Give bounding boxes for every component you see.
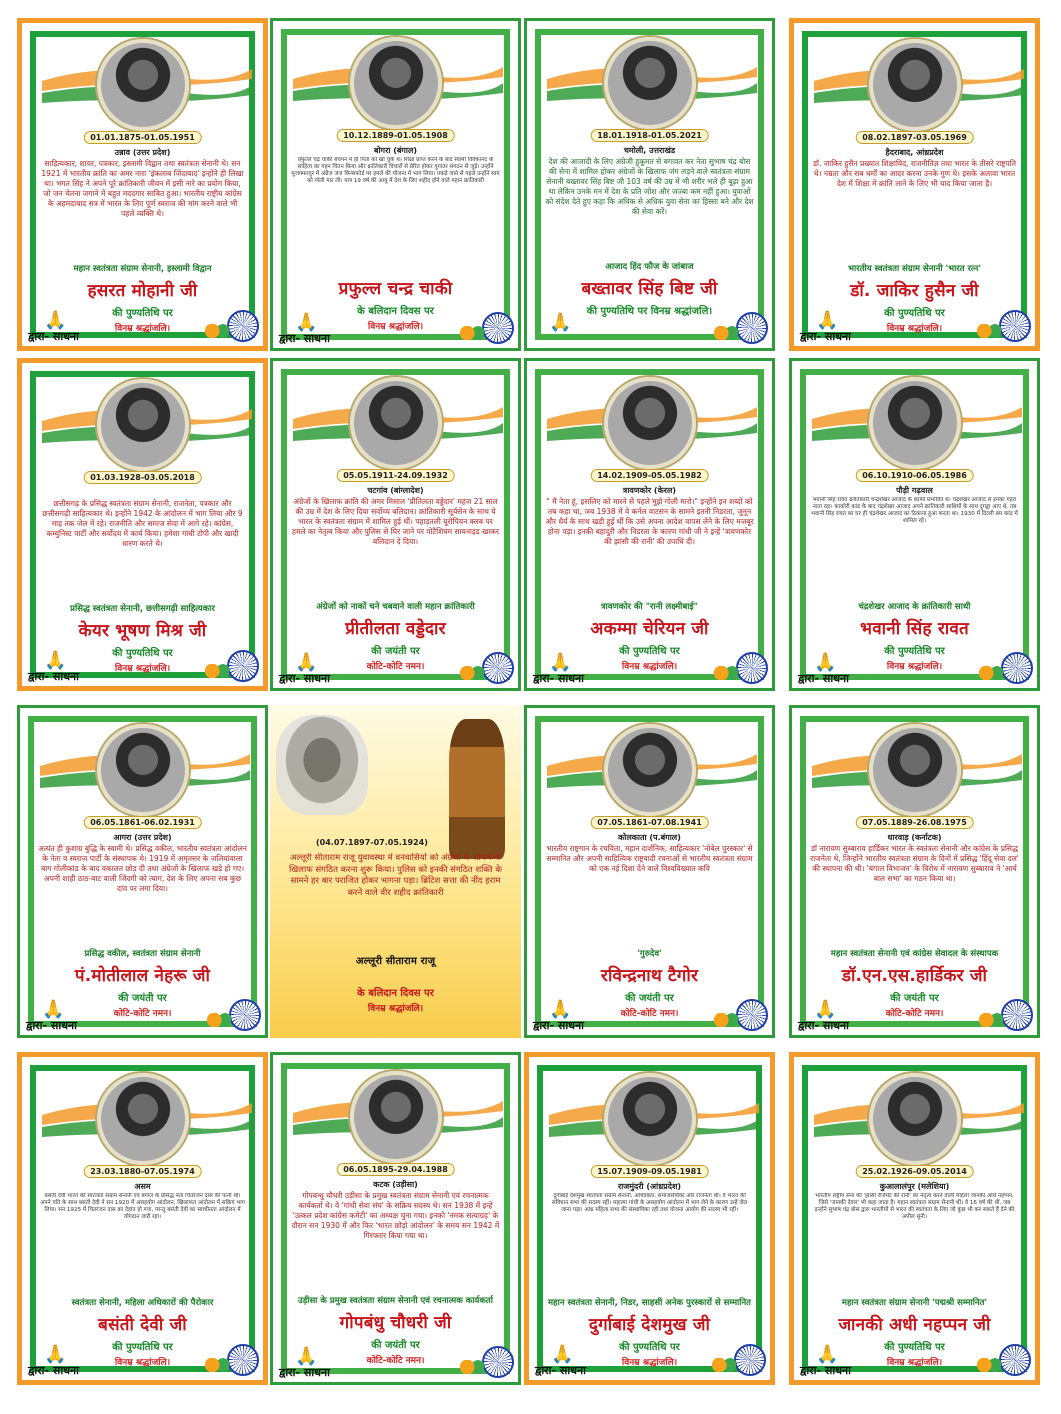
tagline: महान स्वतंत्रता संग्राम सेनानी, इस्लामी विद्वान: [73, 264, 212, 274]
occasion-text: के बलिदान दिवस पर: [357, 306, 434, 317]
folded-hands-icon: 🙏: [44, 1344, 67, 1365]
ashoka-chakra-icon: [482, 652, 514, 684]
tribute-text: विनम्र श्रद्धांजलि।: [886, 662, 943, 672]
marigold-flowers-icon: [979, 666, 1003, 680]
date-badge: (04.07.1897-07.05.1924): [316, 838, 428, 847]
ashoka-chakra-icon: [736, 652, 768, 684]
biography-text: गोपबन्धु चौधरी उड़ीसा के प्रमुख स्वतंत्रता संग्राम सेनानी एवं रचनात्मक कार्यकर्ता थे। वे 'गांधी सेवा संघ' के सक्रिय सदस्य थे। सन 1938 में इन्हें 'उत्कल प्रदेश कांग्रेस कमेटी' का अध्यक्ष चुना गया। इनको 'नमक सत्याग्रह' के दौरान सन 1930 में और फिर 'भारत छोड़ो आंदोलन' के समय सन 1942 में गिरफ्तार किया गया था।: [291, 1191, 500, 1240]
person-name: पं.मोतीलाल नेहरू जी: [74, 966, 211, 986]
folded-hands-icon: 🙏: [44, 650, 67, 671]
tribute-card: [270, 1052, 521, 1385]
birth-place: राजमुंदरी (आंध्रप्रदेश): [617, 1182, 682, 1191]
date-badge: 23.03.1880-07.05.1974: [83, 1165, 202, 1178]
tribute-card: [17, 1052, 268, 1385]
ashoka-chakra-icon: [227, 310, 259, 342]
portrait-photo: [869, 1073, 961, 1165]
portrait-photo: [350, 37, 442, 129]
person-name: रविन्द्रनाथ टैगोर: [600, 966, 699, 986]
person-name: प्रीतीलता वड्डेदार: [345, 619, 446, 639]
marigold-flowers-icon: [460, 326, 484, 340]
tribute-text: कोटि-कोटि नमन।: [366, 662, 425, 672]
portrait-photo: [604, 377, 696, 469]
occasion-text: की पुण्यतिथि पर: [619, 646, 680, 657]
date-badge: 05.05.1911-24.09.1932: [336, 469, 455, 482]
marigold-flowers-icon: [714, 666, 738, 680]
tagline: महान स्वतंत्रता सेनानी एवं कांग्रेस सेवादल के संस्थापक: [830, 949, 999, 959]
date-badge: 07.05.1889-26.08.1975: [855, 816, 974, 829]
folded-hands-icon: 🙏: [295, 1346, 318, 1367]
ashoka-chakra-icon: [1001, 999, 1033, 1031]
date-badge: 10.12.1889-01.05.1908: [336, 129, 455, 142]
tribute-card: [270, 358, 521, 691]
tagline: चंद्रशेखर आजाद के क्रांतिकारी साथी: [858, 602, 971, 612]
tribute-text: विनम्र श्रद्धांजलि।: [114, 1358, 171, 1368]
person-name: केयर भूषण मिश्र जी: [78, 621, 207, 641]
person-name: जानकी अधी नहप्पन जी: [838, 1315, 991, 1335]
birth-place: बोगरा (बंगाल): [373, 146, 418, 155]
date-badge: 06.05.1895-29.04.1988: [336, 1163, 455, 1176]
person-name: गोपबंधु चौधरी जी: [339, 1313, 452, 1333]
occasion-text: की पुण्यतिथि पर: [112, 308, 173, 319]
person-name: अकम्मा चेरियन जी: [590, 619, 709, 639]
tribute-card: [17, 705, 268, 1038]
tagline: महान स्वतंत्रता सेनानी, निडर, साहसी अनेक पुरस्कारों से सम्मानित: [547, 1298, 752, 1308]
ashoka-chakra-icon: [999, 1344, 1031, 1376]
date-badge: 15.07.1909-09.05.1981: [590, 1165, 709, 1178]
tribute-text: कोटि-कोटि नमन।: [113, 1009, 172, 1019]
marigold-flowers-icon: [714, 326, 738, 340]
tribute-card: [524, 705, 775, 1038]
ashoka-chakra-icon: [736, 999, 768, 1031]
occasion-text: की जयंती पर: [371, 646, 420, 657]
birth-place: त्रावणकोर (केरल): [622, 486, 677, 495]
birth-place: कुआलालंपुर (मलेशिया): [879, 1182, 950, 1191]
birth-place: असम: [134, 1182, 151, 1191]
biography-text: साहित्यकार, शायर, पत्रकार, इस्लामी विद्वान तथा स्वतंत्रता सेनानी थे। सन 1921 में भारतीय क्रांति का अमर नारा 'इंकलाब जिंदाबाद' इन्होंने ही लिखा था। भगत सिंह ने अपने पूरे क्रांतिकारी जीवन में इसी नारे का प्रयोग किया, जो जन चेतना जगाने में बहुत मददगार साबित हुआ। भारतीय राष्ट्रीय कांग्रेस के अहमदाबाद सत्र में भारत के लिए पूर्ण स्वराज की मांग करने वाले भी पहले व्यक्ति थे।: [41, 159, 244, 218]
birth-place: धारवाड़ (कर्नाटक): [887, 833, 942, 842]
date-badge: 08.02.1897-03.05.1969: [855, 131, 974, 144]
tribute-card: [789, 1052, 1040, 1385]
occasion-text: की जयंती पर: [371, 1340, 420, 1351]
marigold-flowers-icon: [977, 324, 1001, 338]
date-badge: 01.03.1928-03.05.2018: [83, 471, 202, 484]
tribute-text: विनम्र श्रद्धांजलि।: [367, 322, 424, 332]
biography-text: अत्यंत ही कुशाग्र बुद्धि के स्वामी थे। प्रसिद्ध वकील, भारतीय स्वतंत्रता आंदोलन के नेता व स्वराज पार्टी के संस्थापक थे। 1919 में अमृतसर के जलियांवाला बाग गोलीकांड के बाद वकालत छोड़ दी तथा अंग्रेजों के खिलाफ खड़े हो गए। अपनी शाही ठाठ-बाट वाली जिंदगी को त्याग, देश के लिए अपना सब कुछ दांव पर लगा दिया।: [38, 844, 247, 893]
portrait-photo: [869, 377, 961, 469]
birth-place: चटगांव (बांग्लादेश): [367, 486, 424, 495]
portrait-photo: [604, 1073, 696, 1165]
tribute-text: विनम्र श्रद्धांजलि।: [621, 662, 678, 672]
tribute-text: विनम्र श्रद्धांजलि।: [886, 1358, 943, 1368]
warrior-figure: [449, 719, 505, 859]
biography-text: " मैं नेता हूं, इसलिए को मारने से पहले मुझे गोली मारो।" इन्होंने इन शब्दों को तब कहा था, जब 1938 में वे कर्नल वाटसन के सामने इतनी निडरता, जुनून और धैर्य के साथ खड़ी हुई थीं कि उसे अपना आदेश वापस लेने के लिए मजबूर होना पड़ा। इनकी बहादुरी और निडरता के कारण गांधी जी ने इन्हें 'त्रावणकोर की झांसी की रानी' की उपाधि दी।: [545, 497, 754, 546]
person-name: बसंती देवी जी: [98, 1315, 187, 1335]
byline: द्वारा- साधना: [28, 330, 79, 343]
person-name: प्रफुल्ल चन्द्र चाकी: [338, 279, 453, 299]
byline: द्वारा- साधना: [279, 332, 330, 345]
folded-hands-icon: 🙏: [44, 310, 67, 331]
folded-hands-icon: 🙏: [42, 999, 65, 1020]
ashoka-chakra-icon: [999, 310, 1031, 342]
tribute-card: [524, 18, 775, 351]
occasion-text: की पुण्यतिथि पर: [884, 1342, 945, 1353]
biography-text: छत्तीसगढ़ के प्रसिद्ध स्वतंत्रता संग्राम सेनानी, राजनेता, पत्रकार और छत्तीसगढ़ी साहित्यकार थे। इन्होंने 1942 के आंदोलन में भाग लिया और 9 माह तक जेल में रहे। राजनीति और समाज सेवा में आगे रहे। कांग्रेस, कम्युनिस्ट पार्टी और सर्वोदय में कार्य किया। हमेशा गांधी टोपी और खादी धारण करते थे।: [42, 499, 243, 548]
tagline: महान स्वतंत्रता संग्राम सेनानी 'पद्मश्री सम्मानित': [841, 1298, 988, 1308]
marigold-flowers-icon: [205, 664, 229, 678]
tagline: स्वतंत्रता सेनानी, महिला अधिकारों की पैरोकार: [71, 1298, 214, 1308]
byline: द्वारा- साधना: [800, 330, 851, 343]
occasion-text: की पुण्यतिथि पर: [112, 648, 173, 659]
birth-place: पौड़ी गढ़वाल: [896, 486, 933, 495]
portrait-photo: [350, 1071, 442, 1163]
tribute-card: [270, 705, 521, 1038]
birth-place: कटक (उड़ीसा): [373, 1180, 418, 1189]
byline: द्वारा- साधना: [279, 672, 330, 685]
person-name: अल्लूरी सीताराम राजू: [355, 956, 436, 967]
marigold-flowers-icon: [979, 1013, 1003, 1027]
byline: द्वारा- साधना: [798, 672, 849, 685]
tagline: उड़ीसा के प्रमुख स्वतंत्रता संग्राम सेनानी एवं रचनात्मक कार्यकर्ता: [298, 1296, 493, 1306]
tribute-card: [789, 358, 1040, 691]
biography-text: देश की आजादी के लिए अंग्रेजी हुकूमत से बगावत कर नेता सुभाष चंद्र बोस की सेना में शामिल होकर अंग्रेजों के खिलाफ जंग लड़ने वाले स्वतंत्रता संग्राम सेनानी बख्तावर सिंह बिष्ट जी 103 वर्ष की उम्र में भी शरीर भले ही बूढ़ा हुआ था लेकिन उनके मन में देश के प्रति जोश और जज्बा कम नहीं हुआ। युवाओं को संदेश देते हुए कहा कि अधिक से अधिक युवा सेना का हिस्सा बने और देश की सेवा करें।: [545, 157, 754, 216]
tagline: अंग्रेजों को नाकों चने चबवाने वाली महान क्रांतिकारी: [316, 602, 475, 612]
tagline: भारतीय स्वतंत्रता संग्राम सेनानी 'भारत रत्न': [848, 264, 981, 274]
marigold-flowers-icon: [977, 1358, 1001, 1372]
folded-hands-icon: 🙏: [814, 999, 837, 1020]
folded-hands-icon: 🙏: [295, 312, 318, 333]
date-badge: 07.05.1861-07.08.1941: [590, 816, 709, 829]
tribute-text: कोटि-कोटि नमन।: [885, 1009, 944, 1019]
byline: द्वारा- साधना: [798, 1019, 849, 1032]
birth-place: उन्नाव (उत्तर प्रदेश): [114, 148, 171, 157]
occasion-text: की पुण्यतिथि पर: [619, 1342, 680, 1353]
biography-text: अल्लूरी सीताराम राजू युवावस्था में वनवासियों को अंग्रेजों के शोषण के खिलाफ संगठित करना शुरू किया। पुलिस को इनकी संगठित शक्ति के सामने हर बार पराजित होकर भागना पड़ा। ब्रिटिश सत्ता की नींद हराम करने वाले वीर शहीद क्रांतिकारी: [289, 853, 502, 898]
byline: द्वारा- साधना: [800, 1364, 851, 1377]
folded-hands-icon: 🙏: [814, 652, 837, 673]
biography-text: बसंती देवी भारत की स्वतंत्रता संग्राम सेनानी एवं बंगाल के प्रसिद्ध नेता चितरंजन दास की पत्नी थीं। अपने पति के साथ बसंती देवी ने सन 1920 में असहयोग आंदोलन, खिलाफत आंदोलन में सक्रिय भाग लिया। सन 1925 में चितरंजन दास का देहांत हो गया, परन्तु बसंती देवी का स्वाधीनता आंदोलन में योगदान जारी रहा।: [40, 1193, 245, 1220]
tagline: आजाद हिंद फौज के जांबाज: [605, 262, 694, 272]
ashoka-chakra-icon: [227, 650, 259, 682]
portrait-photo: [869, 724, 961, 816]
biography-text: भारतीय राष्ट्रीय सेना की 'झांसी रेजिमेंट की रानी' का नेतृत्व करने वाली महिला जानकी अधि नहप्पन, जिसे 'जानकी देवार' भी कहा जाता है। महान स्वतंत्रता संग्राम सेनानी थीं। वे 16 वर्ष की थीं, जब इन्होंने सुभाष चंद्र बोस द्वारा भारतीयों से भारत की स्वतंत्रता के लिए जो कुछ भी कर सकते हैं देने की अपील सुनी।: [814, 1193, 1015, 1220]
tribute-card: [524, 1052, 775, 1385]
tagline: त्रावणकोर की "रानी लक्ष्मीबाई": [600, 602, 699, 612]
ashoka-chakra-icon: [229, 999, 261, 1031]
biography-text: भवानी सिंह रावत क्रांतिकारी चन्द्रशेखर आजाद के काफी प्रभावित थे। चंद्रशेखर आजाद से इनका गहरा नाता रहा। काकोरी कांड के बाद चंद्रशेखर आजाद अपने क्रांतिकारी साथियों के साथ दुगड्डा आए थे, तब भवानी सिंह रावत का घर ही चंद्रशेखर आजाद का ठिकाना हुआ करता था। 1930 में दिल्ली बम कांड में शामिल रहे।: [811, 497, 1018, 524]
ashoka-chakra-icon: [736, 312, 768, 344]
tribute-card: [524, 358, 775, 691]
ashoka-chakra-icon: [227, 1344, 259, 1376]
portrait-photo: [97, 39, 189, 131]
occasion-text: की पुण्यतिथि पर: [884, 308, 945, 319]
byline: द्वारा- साधना: [28, 1364, 79, 1377]
portrait-photo: [604, 37, 696, 129]
date-badge: 18.01.1918-01.05.2021: [590, 129, 709, 142]
marigold-flowers-icon: [712, 1358, 736, 1372]
tagline: प्रसिद्ध स्वतंत्रता सेनानी, छत्तीसगढ़ी साहित्यकार: [70, 604, 215, 614]
tribute-text: कोटि-कोटि नमन।: [366, 1356, 425, 1366]
tribute-card: [270, 18, 521, 351]
folded-hands-icon: 🙏: [549, 652, 572, 673]
folded-hands-icon: 🙏: [816, 1344, 839, 1365]
byline: द्वारा- साधना: [533, 672, 584, 685]
folded-hands-icon: 🙏: [816, 310, 839, 331]
occasion-text: की जयंती पर: [890, 993, 939, 1004]
person-name: डॉ.एन.एस.हार्डिकर जी: [841, 966, 988, 986]
folded-hands-icon: 🙏: [295, 652, 318, 673]
birth-place: कोलकाता (प.बंगाल): [618, 833, 681, 842]
occasion-text: की जयंती पर: [625, 993, 674, 1004]
marigold-flowers-icon: [460, 666, 484, 680]
biography-text: दुर्गाबाई देशमुख स्वतंत्रता संग्राम सेनानी, अधिवक्ता, समाजसेविका और राजनेता थीं। वे भारत की संविधान सभा की सदस्य रहीं। महात्मा गांधी के असहयोग आंदोलन में भाग लेने के कारण उन्हें जेल जाना पड़ा। आंध्र महिला सभा की संस्थापिका रहीं तथा योजना आयोग की सदस्य भी रहीं।: [551, 1193, 748, 1213]
folded-hands-icon: 🙏: [551, 1344, 574, 1365]
folded-hands-icon: 🙏: [549, 999, 572, 1020]
birth-place: चमोली, उत्तराखंड: [623, 146, 676, 155]
tribute-text: विनम्र श्रद्धांजलि।: [886, 324, 943, 334]
marigold-flowers-icon: [205, 324, 229, 338]
person-name: भवानी सिंह रावत: [860, 619, 969, 639]
byline: द्वारा- साधना: [28, 670, 79, 683]
occasion-text: की पुण्यतिथि पर: [884, 646, 945, 657]
biography-text: भारतीय राष्ट्रगान के रचयिता, महान दार्शनिक, साहित्यकार 'नोबेल पुरस्कार' से सम्मानित और अपनी साहित्यिक राष्ट्रवादी रचनाओं से भारतीय स्वतंत्रता संग्राम को एक नई दिशा देने वाले विश्वविख्यात कवि: [546, 844, 753, 873]
tribute-card: [17, 358, 268, 691]
tribute-card: [789, 705, 1040, 1038]
marigold-flowers-icon: [714, 1013, 738, 1027]
portrait-sketch: [276, 715, 368, 815]
tribute-text: विनम्र श्रद्धांजलि।: [367, 1004, 424, 1014]
marigold-flowers-icon: [460, 1360, 484, 1374]
marigold-flowers-icon: [205, 1358, 229, 1372]
byline: द्वारा- साधना: [279, 1366, 330, 1379]
date-badge: 01.01.1875-01.05.1951: [83, 131, 202, 144]
portrait-photo: [97, 379, 189, 471]
portrait-photo: [97, 1073, 189, 1165]
person-name: डॉ. जाकिर हुसैन जी: [850, 281, 979, 301]
tribute-card: [789, 18, 1040, 351]
occasion-text: की जयंती पर: [118, 993, 167, 1004]
person-name: बख्तावर सिंह बिष्ट जी: [581, 279, 718, 299]
occasion-text: की पुण्यतिथि पर: [112, 1342, 173, 1353]
biography-text: डॉ नारायण सुब्बाराव हार्डिकर भारत के स्वतंत्रता सेनानी और कांग्रेस के प्रसिद्ध राजनेता थे, जिन्होंने भारतीय स्वतंत्रता संग्राम के दिनों में प्रसिद्ध 'हिंदू सेवा दल' की स्थापना की थी। 'बंगाल विभाजन' के विरोध में नारायण सुब्बाराव ने 'आर्य बाल सभा' का गठन किया था।: [810, 844, 1019, 883]
ashoka-chakra-icon: [482, 1346, 514, 1378]
tribute-text: विनम्र श्रद्धांजलि।: [621, 1358, 678, 1368]
ashoka-chakra-icon: [482, 312, 514, 344]
portrait-photo: [604, 724, 696, 816]
occasion-text: की पुण्यतिथि पर विनम्र श्रद्धांजलि।: [586, 306, 713, 317]
date-badge: 14.02.1909-05.05.1982: [590, 469, 709, 482]
date-badge: 06.10.1910-06.05.1986: [855, 469, 974, 482]
biography-text: अंग्रेजों के खिलाफ क्रांति की अमर मिसाल 'प्रीतिलता वड्डेदार' महज 21 साल की उम्र में देश के लिए दिया सर्वोच्च बलिदान। क्रांतिकारी सूर्यसेन के साथ ये भारत के स्वतंत्रता संग्राम में शामिल हुई थीं। पहाड़तली यूरोपियन क्लब पर हमले का नेतृत्व किया और पुलिस से घिर जाने पर पोटैशियम सायनाइड खाकर बलिदान दे दिया।: [292, 497, 499, 546]
byline: द्वारा- साधना: [535, 1364, 586, 1377]
ashoka-chakra-icon: [1001, 652, 1033, 684]
person-name: दुर्गाबाई देशमुख जी: [588, 1315, 711, 1335]
tribute-text: कोटि-कोटि नमन।: [620, 1009, 679, 1019]
portrait-photo: [350, 377, 442, 469]
date-badge: 25.02.1926-09.05.2014: [855, 1165, 974, 1178]
folded-hands-icon: 🙏: [549, 312, 572, 333]
tribute-text: विनम्र श्रद्धांजलि।: [114, 664, 171, 674]
byline: द्वारा- साधना: [533, 1019, 584, 1032]
birth-place: आगरा (उत्तर प्रदेश): [113, 833, 172, 842]
marigold-flowers-icon: [207, 1013, 231, 1027]
birth-place: हैदराबाद, आंध्रप्रदेश: [885, 148, 944, 157]
person-name: हसरत मोहानी जी: [87, 281, 198, 301]
byline: द्वारा- साधना: [26, 1019, 77, 1032]
tribute-card: [17, 18, 268, 351]
tagline: प्रसिद्ध वकील, स्वतंत्रता संग्राम सेनानी: [84, 949, 201, 959]
tagline: 'गुरुदेव': [637, 949, 662, 959]
portrait-photo: [97, 724, 189, 816]
date-badge: 06.05.1861-06.02.1931: [83, 816, 202, 829]
biography-text: डॉ. जाकिर हुसैन प्रख्यात शिक्षाविद, राजनीतिज्ञ तथा भारत के तीसरे राष्ट्रपति थे। नम्रता और सब धर्मों का आदर करना उनके गुण थे। इसके अलावा भारत देश में शिक्षा में क्रांति लाने के लिए भी याद किया जाता है।: [813, 159, 1016, 188]
ashoka-chakra-icon: [734, 1344, 766, 1376]
tribute-text: विनम्र श्रद्धांजलि।: [114, 324, 171, 334]
occasion-text: के बलिदान दिवस पर: [357, 988, 434, 999]
biography-text: प्रफुल्ल चंद्र चाकी बचपन में ही पिता को खो चुके थे। शिक्षा प्राप्त करने के बाद स्वामी विवेकानंद के साहित्य का गहन चिंतन किया और क्रांतिकारी विचारों से प्रेरित होकर युगांतर संगठन से जुड़े। उन्होंने मुजफ्फरपुर में अंग्रेज जज किंग्सफोर्ड पर हमले की योजना में भाग लिया। पकड़े जाने से पहले उन्होंने स्वयं को गोली मार ली। मात्र 19 वर्ष की आयु में देश के लिए शहीद होने वाले महान क्रांतिकारी: [291, 157, 500, 184]
portrait-photo: [869, 39, 961, 131]
